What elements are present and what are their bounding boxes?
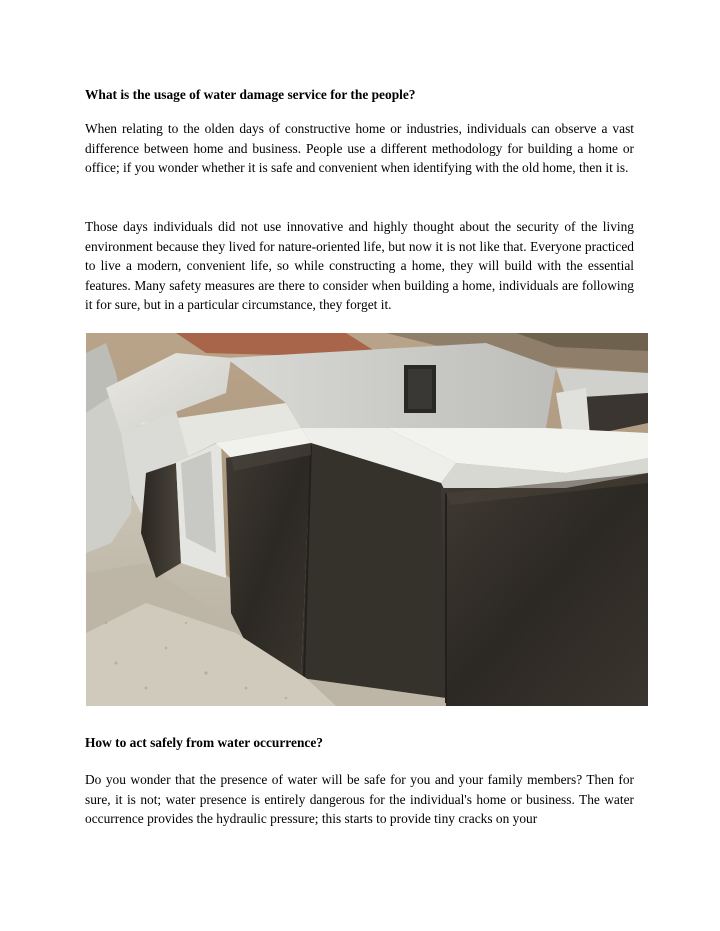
foundation-waterproofing-photo: [86, 333, 648, 706]
paragraph-water-presence: Do you wonder that the presence of water will be safe for you and your family members? Then for sure, it is not; water presence is entirely dangerous for the individual's home or business. The water occurrence provides the hydraulic pressure; this starts to provide tiny cracks on your: [85, 772, 634, 827]
section-heading-usage: What is the usage of water damage service for the people?: [85, 87, 416, 102]
paragraph-safety-measures: Those days individuals did not use innovative and highly thought about the security of the living environment because they lived for nature-oriented life, but now it is not like that. Everyone practiced to live a modern, convenient life, so while constructing a home, they will build with the essential features. Many safety measures are there to consider when building a home, individuals are following it for sure, but in a particular circumstance, they forget it.: [85, 219, 634, 313]
section-heading-water-safety: How to act safely from water occurrence?: [85, 735, 323, 750]
paragraph-olden-days: When relating to the olden days of constructive home or industries, individuals can observe a vast difference between home and business. People use a different methodology for building a home or office; if you wonder whether it is safe and convenient when identifying with the old home, then it is.: [85, 121, 634, 176]
